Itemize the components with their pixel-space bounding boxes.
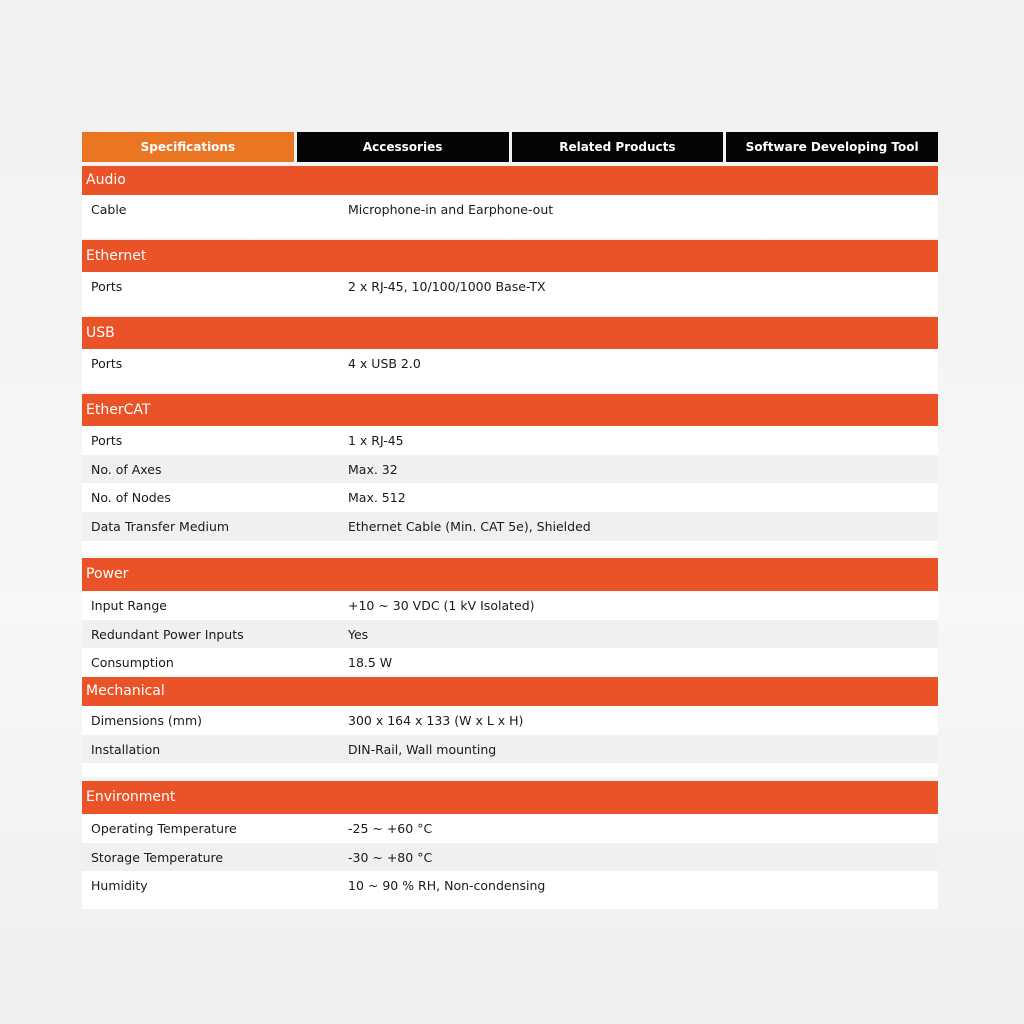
section-ethernet — [82, 240, 938, 315]
spec-label: No. of Nodes — [91, 490, 171, 506]
spec-label: Humidity — [91, 878, 148, 894]
spec-row — [82, 620, 938, 649]
section-title: Environment — [82, 781, 938, 814]
spec-row — [82, 483, 938, 512]
spec-label: No. of Axes — [91, 461, 162, 477]
tab-accessories[interactable]: Accessories — [297, 132, 509, 162]
tab-software-developing-tool[interactable]: Software Developing Tool — [726, 132, 938, 162]
spec-row — [82, 706, 938, 735]
spec-value: -25 ~ +60 °C — [348, 820, 433, 836]
spec-row — [82, 455, 938, 484]
spec-row — [82, 195, 938, 224]
spec-row — [82, 843, 938, 872]
tab-specifications[interactable]: Specifications — [82, 132, 294, 162]
section-title: Ethernet — [82, 240, 938, 272]
spec-value: DIN-Rail, Wall mounting — [348, 741, 497, 757]
spec-label: Ports — [91, 355, 123, 371]
spec-row — [82, 871, 938, 900]
spec-value: Max. 512 — [348, 490, 406, 506]
spec-value: Max. 32 — [348, 461, 398, 477]
spec-label: Operating Temperature — [91, 820, 237, 836]
spec-label: Ports — [91, 278, 123, 294]
spec-value: 2 x RJ-45, 10/100/1000 Base-TX — [348, 278, 546, 294]
spec-label: Installation — [91, 741, 161, 757]
spec-label: Data Transfer Medium — [91, 518, 230, 534]
spec-row — [82, 512, 938, 541]
section-usb — [82, 317, 938, 392]
spec-row — [82, 591, 938, 620]
spec-row — [82, 648, 938, 677]
spec-label: Dimensions (mm) — [91, 712, 203, 728]
spec-row — [82, 814, 938, 843]
spec-label: Input Range — [91, 597, 167, 613]
tab-bar — [82, 132, 938, 162]
spec-label: Storage Temperature — [91, 849, 224, 865]
spec-value: 4 x USB 2.0 — [348, 355, 421, 371]
spec-label: Consumption — [91, 655, 174, 671]
section-title: Audio — [82, 166, 938, 195]
spec-value: Ethernet Cable (Min. CAT 5e), Shielded — [348, 518, 591, 534]
spec-value: 300 x 164 x 133 (W x L x H) — [348, 712, 524, 728]
spec-row — [82, 735, 938, 764]
spec-label: Cable — [91, 201, 127, 217]
spec-label: Ports — [91, 432, 123, 448]
spec-value: 18.5 W — [348, 655, 393, 671]
section-title: Mechanical — [82, 677, 938, 706]
spec-value: +10 ~ 30 VDC (1 kV Isolated) — [348, 597, 535, 613]
section-environment — [82, 781, 938, 909]
spec-value: -30 ~ +80 °C — [348, 849, 433, 865]
section-title: EtherCAT — [82, 394, 938, 426]
specifications-table — [82, 166, 938, 909]
spec-row — [82, 349, 938, 378]
section-ethercat — [82, 394, 938, 555]
spec-row — [82, 272, 938, 301]
spec-value: 10 ~ 90 % RH, Non-condensing — [348, 878, 546, 894]
tab-related-products[interactable]: Related Products — [512, 132, 724, 162]
spec-row — [82, 426, 938, 455]
spec-label: Redundant Power Inputs — [91, 626, 244, 642]
spec-value: Yes — [348, 626, 369, 642]
section-audio — [82, 166, 938, 238]
spec-value: 1 x RJ-45 — [348, 432, 404, 448]
section-title: Power — [82, 558, 938, 591]
section-power — [82, 558, 938, 677]
spec-value: Microphone-in and Earphone-out — [348, 201, 554, 217]
section-mechanical — [82, 677, 938, 777]
section-title: USB — [82, 317, 938, 349]
